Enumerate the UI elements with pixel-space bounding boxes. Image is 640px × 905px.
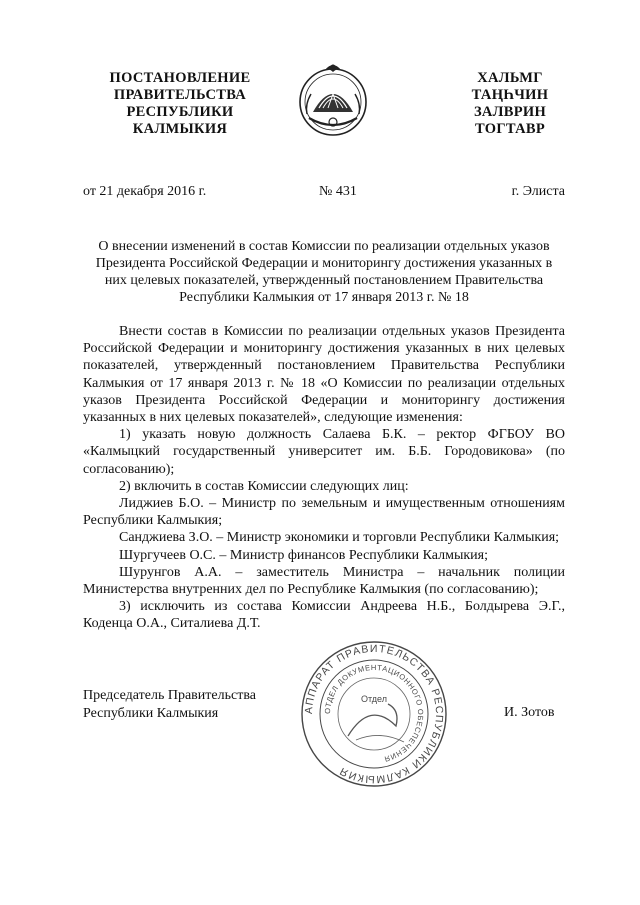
body-intro: Внести состав в Комиссии по реализации отдельных указов Президента Российской Федерации и мониторингу достижения указанных в них целевых показателей, утвержденный постановлением Правительства Республики Калмыкия от 17 января 2013 г. № 18 «О Комиссии по реализации отдельных указов Президента Российской Федерации и мониторингу достижения указанных в них целевых показателей», следующие изменения: — [83, 324, 565, 426]
body-item-2: 2) включить в состав Комиссии следующих лиц: — [119, 478, 409, 494]
header-right-title — [455, 70, 565, 138]
stamp-inner-text: ОТДЕЛ ДОКУМЕНТАЦИОННОГО ОБЕСПЕЧЕНИЯ — [322, 662, 426, 764]
body-person-2: Санджиева З.О. – Министр экономики и торговли Республики Калмыкия; — [119, 530, 560, 546]
signature-position — [83, 687, 256, 723]
header-left-title — [95, 70, 265, 138]
header-right-line: ТОГТАВР — [474, 121, 546, 137]
document-date: от 21 декабря 2016 г. — [83, 184, 207, 199]
document-title — [80, 238, 568, 306]
header-left-line: КАЛМЫКИЯ — [132, 121, 228, 137]
signature-position-line: Председатель Правительства — [83, 688, 256, 703]
body-person-1: Лиджиев Б.О. – Министр по земельным и имущественным отношениям Республики Калмыкия; — [83, 496, 565, 529]
document-meta — [83, 184, 565, 202]
stamp-center-text: Отдел — [360, 694, 388, 704]
header-right-line: ХАЛЬМГ — [477, 70, 543, 86]
emblem-of-kalmykia-icon — [297, 58, 369, 140]
header-left-line: ПРАВИТЕЛЬСТВА — [113, 87, 247, 103]
document-city: г. Элиста — [511, 184, 565, 199]
signature-position-line: Республики Калмыкия — [83, 706, 219, 721]
header-right-line: ЗАЛВРИН — [473, 104, 547, 120]
header-left-line: ПОСТАНОВЛЕНИЕ — [109, 70, 251, 86]
header-left-line: РЕСПУБЛИКИ — [126, 104, 234, 120]
body-item-1: 1) указать новую должность Салаева Б.К. – ректор ФГБОУ ВО «Калмыцкий государственный университет им. Б.Б. Городовикова» (по согласованию); — [83, 427, 565, 477]
document-number: № 431 — [319, 184, 357, 199]
body-person-4: Шурунгов А.А. – заместитель Министра – начальник полиции Министерства внутренних дел по Республике Калмыкия (по согласованию); — [83, 564, 565, 598]
body-person-3: Шургучеев О.С. – Министр финансов Республики Калмыкия; — [119, 547, 489, 563]
title-line: О внесении изменений в состав Комиссии по реализации отдельных указов — [98, 239, 550, 254]
title-line: Республики Калмыкия от 17 января 2013 г. № 18 — [179, 290, 469, 305]
title-line: них целевых показателей, утвержденный постановлением Правительства — [104, 273, 544, 288]
document-body — [83, 323, 565, 633]
signature-name: И. Зотов — [504, 705, 555, 720]
stamp-outer-text: АППАРАТ ПРАВИТЕЛЬСТВА РЕСПУБЛИКИ КАЛМЫКИЯ — [302, 642, 446, 786]
body-item-3: 3) исключить из состава Комиссии Андреева Н.Б., Болдырева Э.Г., Коденца О.А., Ситалиева Д.Т. — [83, 599, 565, 632]
header-right-line: ТАҢҺЧИН — [471, 87, 549, 103]
official-stamp-icon — [300, 640, 448, 788]
title-line: Президента Российской Федерации и мониторингу достижения указанных в — [95, 256, 553, 271]
